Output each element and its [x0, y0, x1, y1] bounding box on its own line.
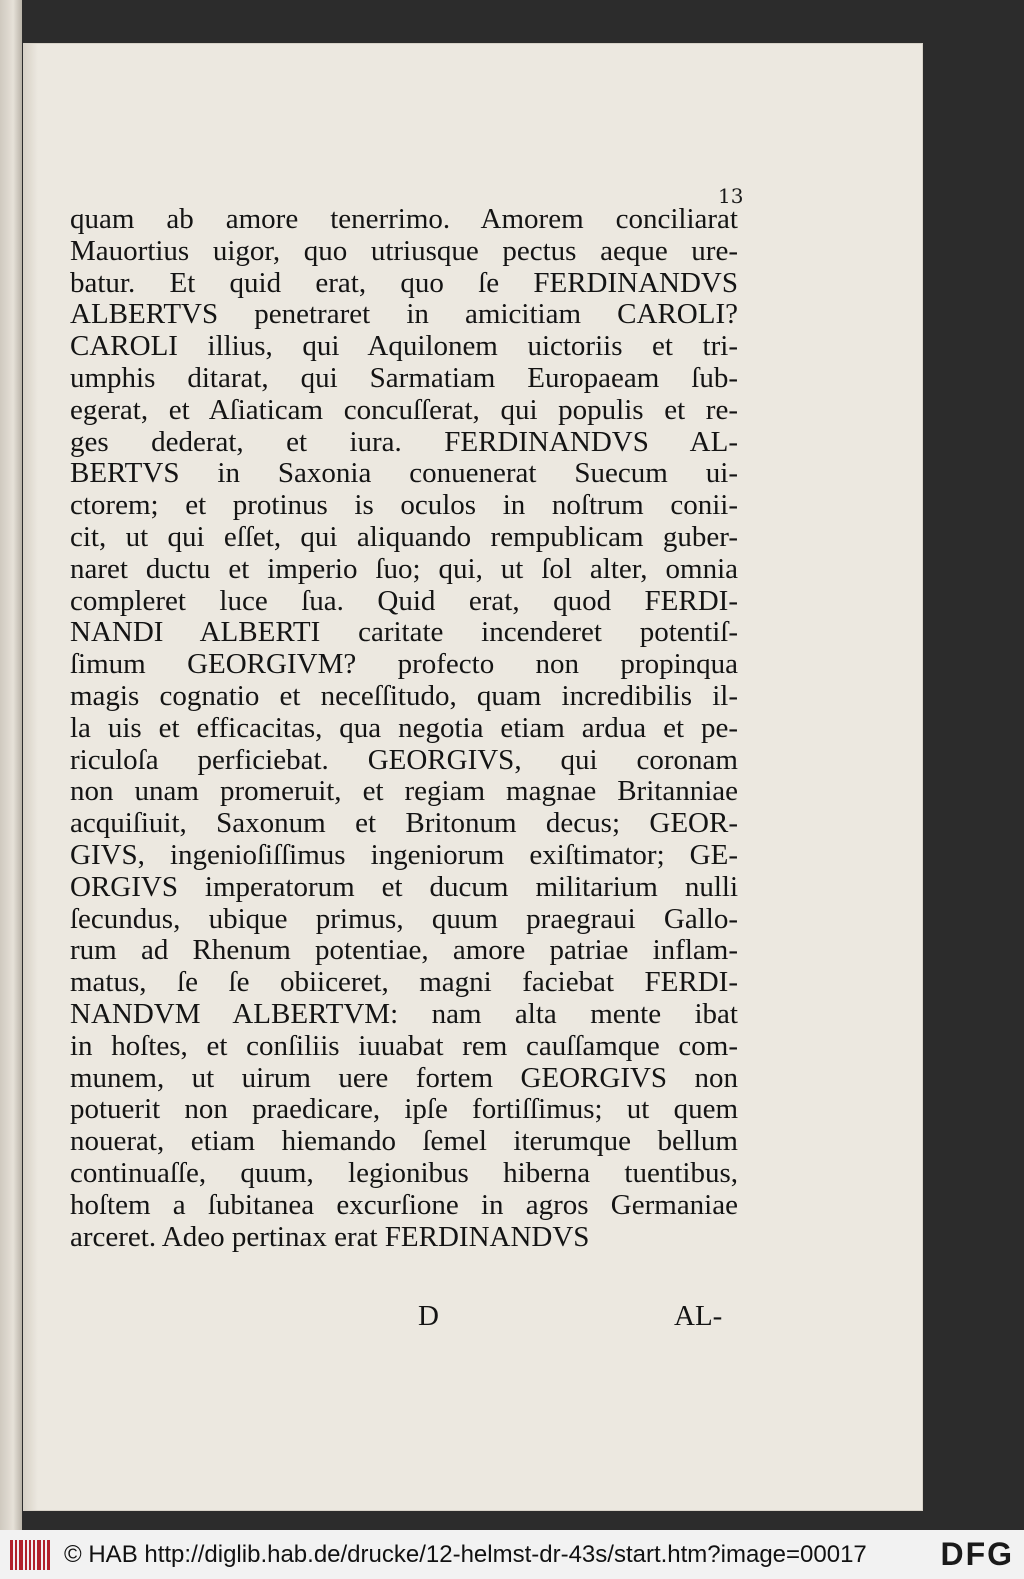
copyright-url-text[interactable]: © HAB http://diglib.hab.de/drucke/12-helmst-dr-43s/start.htm?image=00017 [64, 1540, 867, 1568]
text-line: naret ductu et imperio ſuo; qui, ut ſol alter, omnia [70, 552, 738, 585]
text-line: BERTVS in Saxonia conuenerat Suecum ui- [70, 457, 738, 490]
page-text-block [70, 204, 738, 1253]
text-line: NANDI ALBERTI caritate incenderet potentiſ- [70, 616, 738, 649]
text-line: la uis et efficacitas, qua negotia etiam ardua et pe- [70, 711, 738, 744]
text-line: ſecundus, ubique primus, quum praegraui Gallo- [70, 902, 738, 935]
text-line: hoſtem a ſubitanea excurſione in agros Germaniae [70, 1188, 738, 1221]
text-line: egerat, et Aſiaticam concuſſerat, qui populis et re- [70, 393, 738, 426]
barcode-icon [10, 1540, 52, 1570]
footer-bar [0, 1530, 1024, 1579]
text-line: cit, ut qui eſſet, qui aliquando rempublicam guber- [70, 520, 738, 553]
text-line: magis cognatio et neceſſitudo, quam incredibilis il- [70, 679, 738, 712]
text-line: umphis ditarat, qui Sarmatiam Europaeam ſub- [70, 361, 738, 394]
catchword: AL- [674, 1300, 723, 1332]
text-line: CAROLI illius, qui Aquilonem uictoriis et tri- [70, 330, 738, 363]
text-line: non unam promeruit, et regiam magnae Britanniae [70, 775, 738, 808]
dfg-logo: DFG [940, 1536, 1014, 1572]
text-line: potuerit non praedicare, ipſe fortiſſimus; ut quem [70, 1093, 738, 1126]
previous-page-edge [0, 0, 22, 1530]
text-line: in hoſtes, et conſiliis iuuabat rem cauſſamque com- [70, 1029, 738, 1062]
text-line: continuaſſe, quum, legionibus hiberna tuentibus, [70, 1156, 738, 1189]
text-line: compleret luce ſua. Quid erat, quod FERDI- [70, 584, 738, 617]
text-line: ctorem; et protinus is oculos in noſtrum conii- [70, 489, 738, 522]
text-line: Mauortius uigor, quo utriusque pectus aeque ure- [70, 234, 738, 267]
text-line: rum ad Rhenum potentiae, amore patriae inflam- [70, 934, 738, 967]
text-line: munem, ut uirum uere fortem GEORGIVS non [70, 1061, 738, 1094]
signature-mark: D [418, 1300, 439, 1332]
text-line: ORGIVS imperatorum et ducum militarium nulli [70, 870, 738, 903]
text-line: acquiſiuit, Saxonum et Britonum decus; GEOR- [70, 807, 738, 840]
page-gutter-shadow [24, 44, 38, 1510]
text-line: ſimum GEORGIVM? profecto non propinqua [70, 648, 738, 681]
text-line: ges dederat, et iura. FERDINANDVS AL- [70, 425, 738, 458]
text-line: ALBERTVS penetraret in amicitiam CAROLI? [70, 298, 738, 331]
text-line: quam ab amore tenerrimo. Amorem conciliarat [70, 203, 738, 235]
book-page [24, 44, 922, 1510]
text-line: arceret. Adeo pertinax erat FERDINANDVS [70, 1220, 590, 1253]
text-line: batur. Et quid erat, quo ſe FERDINANDVS [70, 266, 738, 299]
text-line: riculoſa perficiebat. GEORGIVS, qui coronam [70, 743, 738, 776]
text-line: nouerat, etiam hiemando ſemel iterumque bellum [70, 1125, 738, 1158]
text-line: GIVS, ingenioſiſſimus ingeniorum exiſtimator; GE- [70, 838, 738, 871]
text-line: matus, ſe ſe obiiceret, magni faciebat FERDI- [70, 966, 738, 999]
text-line: NANDVM ALBERTVM: nam alta mente ibat [70, 997, 738, 1030]
page-number: 13 [718, 184, 744, 208]
